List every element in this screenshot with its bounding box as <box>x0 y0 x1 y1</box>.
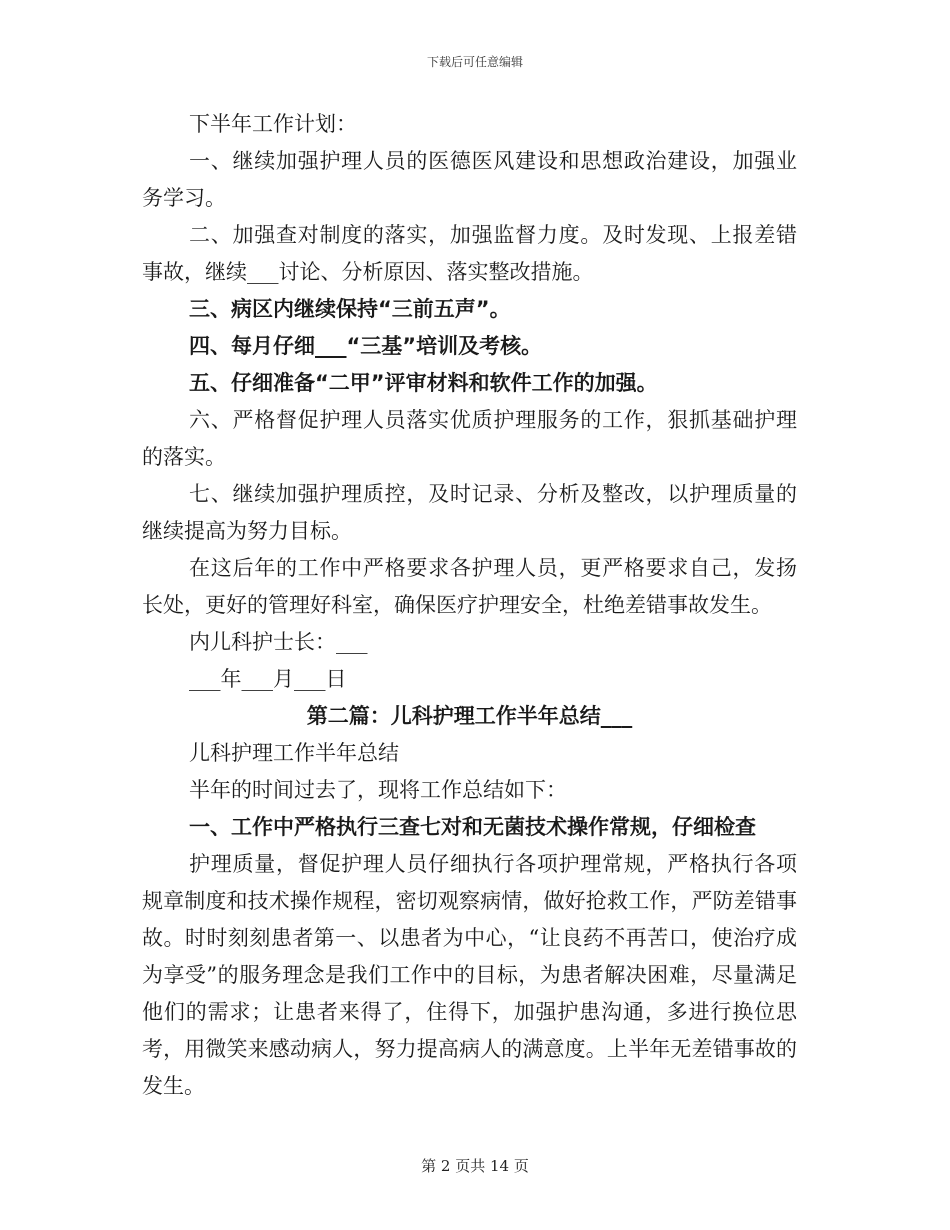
summary-item-1-heading: 一、工作中严格执行三查七对和无菌技术操作常规，仔细检查 <box>189 815 756 839</box>
plan-heading: 下半年工作计划： <box>189 112 357 136</box>
plan-item-1: 一、继续加强护理人员的医德医风建设和思想政治建设，加强业务学习。 <box>142 149 797 210</box>
closing-paragraph: 在这后年的工作中严格要求各护理人员，更严格要求自己，发扬长处，更好的管理好科室，确保医疗护理安全，杜绝差错事故发生。 <box>142 556 797 617</box>
section-subtitle: 儿科护理工作半年总结 <box>189 741 399 765</box>
plan-item-6: 六、严格督促护理人员落实优质护理服务的工作，狠抓基础护理的落实。 <box>142 408 797 469</box>
plan-item-4: 四、每月仔细___“三基”培训及考核。 <box>189 334 543 358</box>
signature-line: 内儿科护士长：___ <box>189 630 368 654</box>
plan-item-5: 五、仔细准备“二甲”评审材料和软件工作的加强。 <box>189 371 658 395</box>
page-header: 下载后可任意编辑 <box>426 55 523 69</box>
plan-item-2: 二、加强查对制度的落实，加强监督力度。及时发现、上报差错事故，继续___讨论、分析原因、落实整改措施。 <box>142 223 797 284</box>
document-body <box>142 106 797 1105</box>
plan-item-7: 七、继续加强护理质控，及时记录、分析及整改，以护理质量的继续提高为努力目标。 <box>142 482 797 543</box>
date-line: ___年___月___日 <box>189 667 347 691</box>
plan-item-3: 三、病区内继续保持“三前五声”。 <box>189 297 511 321</box>
intro-paragraph: 半年的时间过去了，现将工作总结如下： <box>189 778 567 802</box>
page-footer: 第 2 页共 14 页 <box>421 1157 529 1175</box>
section-title: 第二篇：儿科护理工作半年总结___ <box>306 704 633 728</box>
summary-item-1-body: 护理质量，督促护理人员仔细执行各项护理常规，严格执行各项规章制度和技术操作规程，密切观察病情，做好抢救工作，严防差错事故。时时刻刻患者第一、以患者为中心，“让良药不再苦口，使治疗成为享受”的服务理念是我们工作中的目标，为患者解决困难，尽量满足他们的需求；让患者来得了，住得下，加强护患沟通，多进行换位思考，用微笑来感动病人，努力提高病人的满意度。上半年无差错事故的发生。 <box>142 852 797 1098</box>
